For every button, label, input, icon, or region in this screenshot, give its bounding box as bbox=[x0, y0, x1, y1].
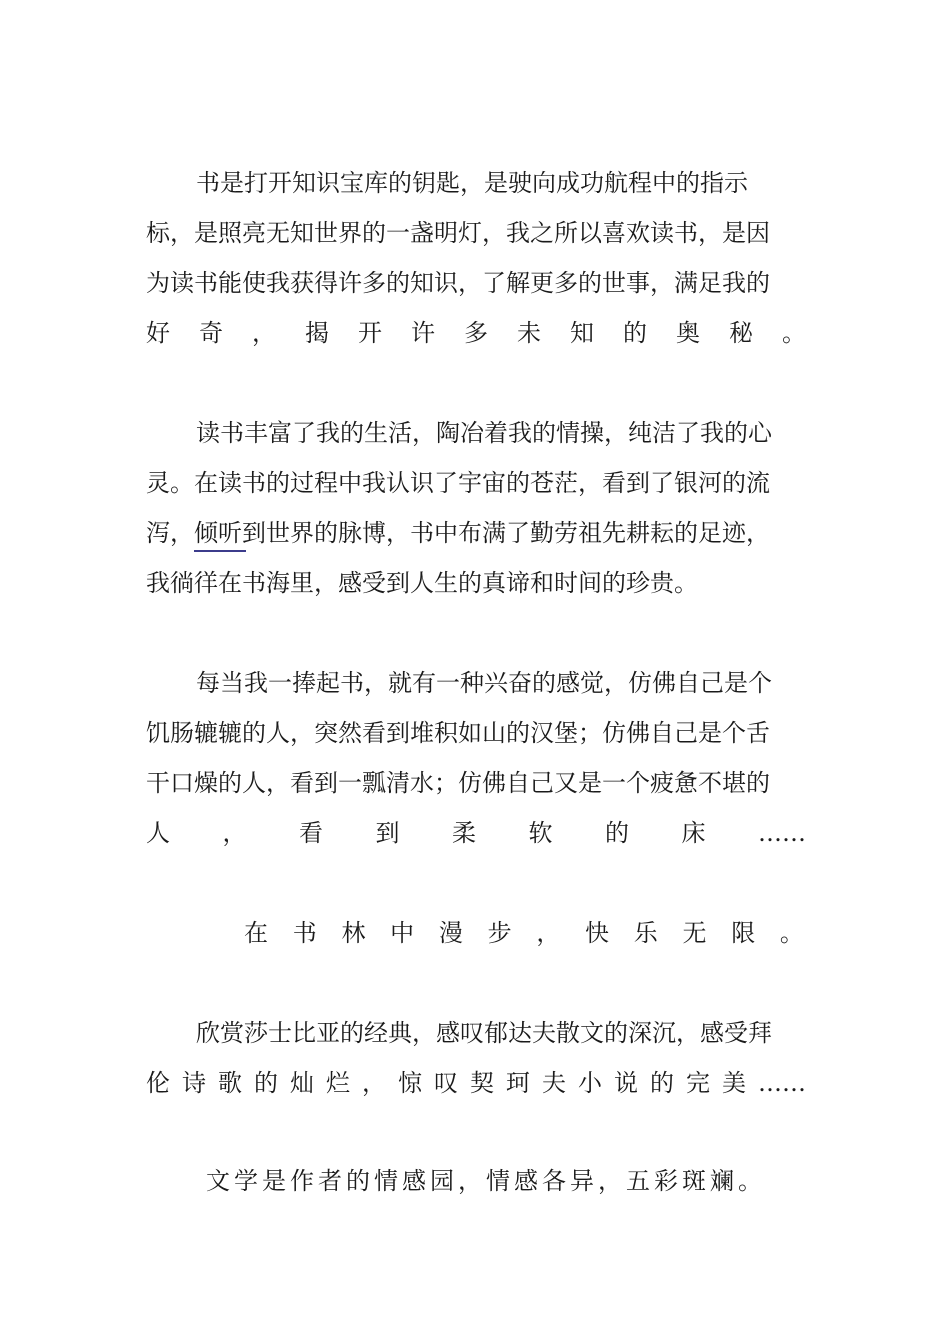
p2-line-4: 我徜徉在书海里，感受到人生的真谛和时间的珍贵。 bbox=[146, 569, 698, 597]
p2-line-2: 灵。在读书的过程中我认识了宇宙的苍茫，看到了银河的流 bbox=[146, 469, 770, 497]
p3-line-4: 人 ， 看 到 柔 软 的 床 …… bbox=[146, 819, 806, 847]
text-underline bbox=[194, 550, 246, 552]
p5-line-1: 欣赏莎士比亚的经典，感叹郁达夫散文的深沉，感受拜 bbox=[196, 1019, 772, 1047]
p1-line-4: 好 奇 ， 揭 开 许 多 未 知 的 奥 秘 。 bbox=[146, 319, 806, 347]
p2-line-1: 读书丰富了我的生活，陶冶着我的情操，纯洁了我的心 bbox=[196, 419, 772, 447]
p6-line-1: 文学是作者的情感园，情感各异，五彩斑斓。 bbox=[206, 1167, 766, 1195]
p4-line-1: 在 书 林 中 漫 步 ， 快 乐 无 限 。 bbox=[244, 919, 804, 947]
p2-line-3: 泻，倾听到世界的脉博，书中布满了勤劳祖先耕耘的足迹， bbox=[146, 519, 770, 547]
p3-line-3: 干口燥的人，看到一瓢清水；仿佛自己又是一个疲惫不堪的 bbox=[146, 769, 770, 797]
p1-line-2: 标，是照亮无知世界的一盏明灯，我之所以喜欢读书，是因 bbox=[146, 219, 770, 247]
p1-line-3: 为读书能使我获得许多的知识，了解更多的世事，满足我的 bbox=[146, 269, 770, 297]
p1-line-1: 书是打开知识宝库的钥匙，是驶向成功航程中的指示 bbox=[196, 169, 748, 197]
p5-line-2: 伦 诗 歌 的 灿 烂 ， 惊 叹 契 珂 夫 小 说 的 完 美 …… bbox=[146, 1069, 806, 1097]
p3-line-2: 饥肠辘辘的人，突然看到堆积如山的汉堡；仿佛自己是个舌 bbox=[146, 719, 770, 747]
p3-line-1: 每当我一捧起书，就有一种兴奋的感觉，仿佛自己是个 bbox=[196, 669, 772, 697]
